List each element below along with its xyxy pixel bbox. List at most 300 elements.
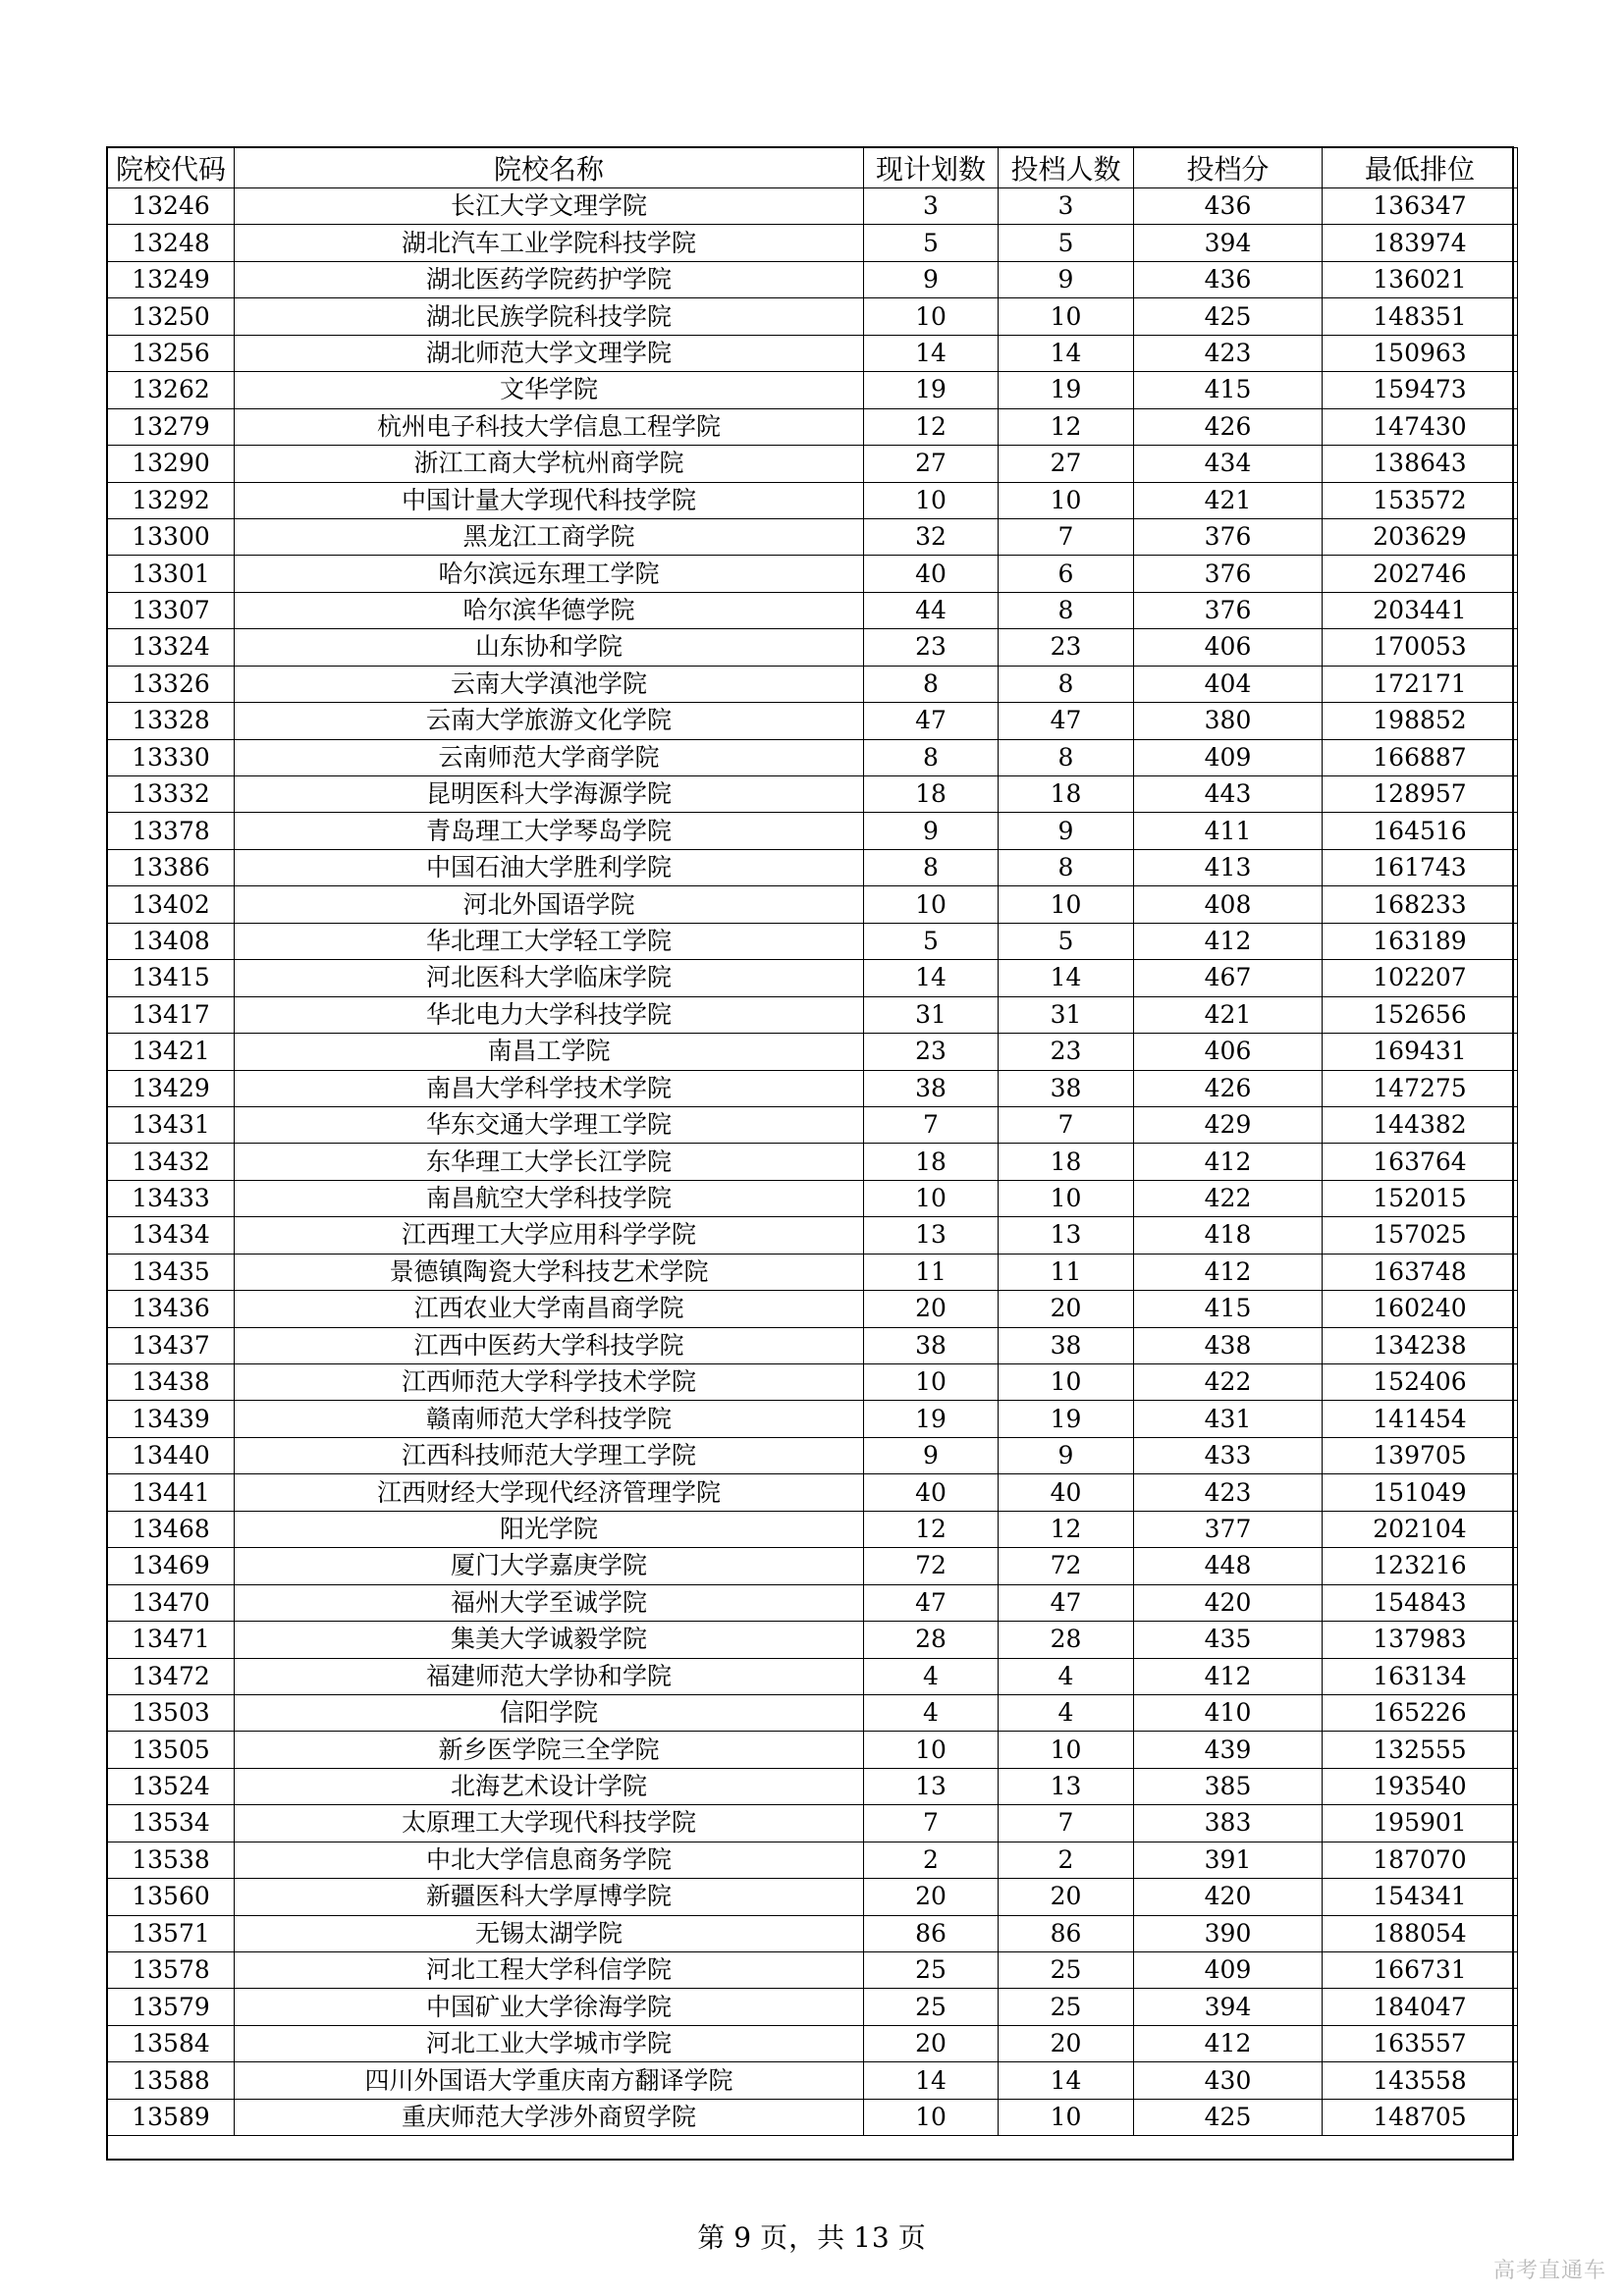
table-row xyxy=(108,556,1518,592)
header-plan: 现计划数 xyxy=(864,148,999,188)
cell-rank: 163134 xyxy=(1323,1658,1518,1694)
cell-rank: 159473 xyxy=(1323,372,1518,408)
cell-count: 7 xyxy=(999,518,1134,555)
cell-score: 415 xyxy=(1134,1291,1323,1327)
cell-code: 13249 xyxy=(108,261,235,297)
cell-name: 江西财经大学现代经济管理学院 xyxy=(235,1474,864,1511)
cell-name: 江西农业大学南昌商学院 xyxy=(235,1291,864,1327)
cell-code: 13324 xyxy=(108,629,235,666)
table-row xyxy=(108,1511,1518,1547)
cell-rank: 195901 xyxy=(1323,1805,1518,1842)
table-row xyxy=(108,446,1518,482)
cell-code: 13326 xyxy=(108,666,235,702)
cell-code: 13262 xyxy=(108,372,235,408)
cell-plan: 7 xyxy=(864,1805,999,1842)
cell-plan: 10 xyxy=(864,482,999,518)
cell-rank: 138643 xyxy=(1323,446,1518,482)
cell-rank: 187070 xyxy=(1323,1842,1518,1878)
cell-code: 13584 xyxy=(108,2025,235,2061)
cell-rank: 198852 xyxy=(1323,703,1518,739)
cell-plan: 4 xyxy=(864,1658,999,1694)
table-row xyxy=(108,225,1518,261)
cell-code: 13415 xyxy=(108,960,235,996)
table-row xyxy=(108,1658,1518,1694)
cell-name: 文华学院 xyxy=(235,372,864,408)
table-row xyxy=(108,2099,1518,2135)
cell-plan: 38 xyxy=(864,1070,999,1106)
cell-count: 23 xyxy=(999,629,1134,666)
cell-count: 5 xyxy=(999,923,1134,959)
cell-rank: 193540 xyxy=(1323,1768,1518,1804)
cell-name: 河北医科大学临床学院 xyxy=(235,960,864,996)
cell-name: 东华理工大学长江学院 xyxy=(235,1144,864,1180)
cell-score: 412 xyxy=(1134,1254,1323,1290)
cell-name: 哈尔滨远东理工学院 xyxy=(235,556,864,592)
cell-name: 青岛理工大学琴岛学院 xyxy=(235,813,864,849)
cell-count: 14 xyxy=(999,335,1134,371)
cell-count: 20 xyxy=(999,1879,1134,1915)
cell-score: 390 xyxy=(1134,1915,1323,1951)
cell-plan: 27 xyxy=(864,446,999,482)
cell-plan: 5 xyxy=(864,923,999,959)
table-row xyxy=(108,408,1518,445)
table-row xyxy=(108,1437,1518,1473)
cell-code: 13250 xyxy=(108,298,235,335)
cell-score: 418 xyxy=(1134,1217,1323,1254)
cell-plan: 7 xyxy=(864,1106,999,1143)
table-row xyxy=(108,1180,1518,1216)
footer-total-pages: 13 xyxy=(853,2221,891,2254)
table-row xyxy=(108,1805,1518,1842)
table-row xyxy=(108,2025,1518,2061)
cell-count: 10 xyxy=(999,1180,1134,1216)
cell-code: 13378 xyxy=(108,813,235,849)
table-row xyxy=(108,1548,1518,1584)
cell-code: 13471 xyxy=(108,1622,235,1658)
cell-count: 86 xyxy=(999,1915,1134,1951)
cell-code: 13330 xyxy=(108,739,235,775)
cell-score: 467 xyxy=(1134,960,1323,996)
cell-name: 黑龙江工商学院 xyxy=(235,518,864,555)
cell-count: 8 xyxy=(999,739,1134,775)
table-row xyxy=(108,960,1518,996)
cell-plan: 10 xyxy=(864,1180,999,1216)
cell-plan: 18 xyxy=(864,1144,999,1180)
cell-name: 昆明医科大学海源学院 xyxy=(235,776,864,813)
cell-count: 27 xyxy=(999,446,1134,482)
cell-count: 10 xyxy=(999,1732,1134,1768)
cell-score: 406 xyxy=(1134,629,1323,666)
cell-name: 华东交通大学理工学院 xyxy=(235,1106,864,1143)
cell-rank: 163748 xyxy=(1323,1254,1518,1290)
cell-plan: 13 xyxy=(864,1768,999,1804)
cell-name: 云南大学滇池学院 xyxy=(235,666,864,702)
cell-rank: 148705 xyxy=(1323,2099,1518,2135)
cell-code: 13470 xyxy=(108,1584,235,1621)
cell-score: 421 xyxy=(1134,482,1323,518)
cell-score: 420 xyxy=(1134,1879,1323,1915)
footer-suffix: 页 xyxy=(897,2221,927,2254)
cell-name: 河北外国语学院 xyxy=(235,886,864,923)
cell-count: 7 xyxy=(999,1106,1134,1143)
cell-count: 14 xyxy=(999,960,1134,996)
cell-plan: 3 xyxy=(864,188,999,225)
cell-plan: 9 xyxy=(864,261,999,297)
cell-count: 8 xyxy=(999,592,1134,628)
footer-prefix: 第 xyxy=(697,2221,727,2254)
header-name: 院校名称 xyxy=(235,148,864,188)
table-row xyxy=(108,261,1518,297)
cell-score: 433 xyxy=(1134,1437,1323,1473)
table-row xyxy=(108,1144,1518,1180)
cell-name: 华北理工大学轻工学院 xyxy=(235,923,864,959)
table-row xyxy=(108,1291,1518,1327)
cell-score: 409 xyxy=(1134,739,1323,775)
cell-name: 福建师范大学协和学院 xyxy=(235,1658,864,1694)
cell-rank: 102207 xyxy=(1323,960,1518,996)
cell-name: 重庆师范大学涉外商贸学院 xyxy=(235,2099,864,2135)
table-row xyxy=(108,372,1518,408)
cell-score: 377 xyxy=(1134,1511,1323,1547)
cell-plan: 40 xyxy=(864,1474,999,1511)
page-footer xyxy=(0,2216,1624,2256)
table-row xyxy=(108,188,1518,225)
cell-rank: 139705 xyxy=(1323,1437,1518,1473)
cell-score: 421 xyxy=(1134,996,1323,1033)
cell-code: 13256 xyxy=(108,335,235,371)
cell-name: 湖北医药学院药护学院 xyxy=(235,261,864,297)
cell-score: 411 xyxy=(1134,813,1323,849)
cell-code: 13307 xyxy=(108,592,235,628)
cell-name: 江西科技师范大学理工学院 xyxy=(235,1437,864,1473)
cell-score: 430 xyxy=(1134,2062,1323,2099)
table-row xyxy=(108,996,1518,1033)
cell-score: 406 xyxy=(1134,1034,1323,1070)
cell-name: 南昌航空大学科技学院 xyxy=(235,1180,864,1216)
cell-rank: 128957 xyxy=(1323,776,1518,813)
admission-table xyxy=(107,147,1518,2136)
cell-score: 376 xyxy=(1134,556,1323,592)
cell-score: 425 xyxy=(1134,2099,1323,2135)
cell-code: 13579 xyxy=(108,1989,235,2025)
cell-name: 太原理工大学现代科技学院 xyxy=(235,1805,864,1842)
cell-rank: 136347 xyxy=(1323,188,1518,225)
cell-count: 11 xyxy=(999,1254,1134,1290)
footer-page-number: 9 xyxy=(733,2221,753,2254)
table-row xyxy=(108,1327,1518,1363)
table-row xyxy=(108,923,1518,959)
cell-code: 13246 xyxy=(108,188,235,225)
cell-code: 13534 xyxy=(108,1805,235,1842)
cell-score: 423 xyxy=(1134,1474,1323,1511)
cell-plan: 10 xyxy=(864,1732,999,1768)
cell-count: 12 xyxy=(999,408,1134,445)
cell-rank: 152406 xyxy=(1323,1364,1518,1401)
cell-name: 南昌大学科学技术学院 xyxy=(235,1070,864,1106)
cell-name: 中北大学信息商务学院 xyxy=(235,1842,864,1878)
cell-rank: 203441 xyxy=(1323,592,1518,628)
cell-rank: 154341 xyxy=(1323,1879,1518,1915)
cell-plan: 2 xyxy=(864,1842,999,1878)
cell-name: 湖北民族学院科技学院 xyxy=(235,298,864,335)
cell-code: 13421 xyxy=(108,1034,235,1070)
table-row xyxy=(108,1989,1518,2025)
cell-rank: 152656 xyxy=(1323,996,1518,1033)
cell-score: 435 xyxy=(1134,1622,1323,1658)
cell-code: 13472 xyxy=(108,1658,235,1694)
cell-count: 47 xyxy=(999,703,1134,739)
cell-score: 438 xyxy=(1134,1327,1323,1363)
cell-plan: 31 xyxy=(864,996,999,1033)
cell-count: 12 xyxy=(999,1511,1134,1547)
cell-count: 4 xyxy=(999,1694,1134,1731)
cell-rank: 161743 xyxy=(1323,849,1518,885)
cell-plan: 38 xyxy=(864,1327,999,1363)
cell-name: 北海艺术设计学院 xyxy=(235,1768,864,1804)
cell-code: 13435 xyxy=(108,1254,235,1290)
cell-plan: 11 xyxy=(864,1254,999,1290)
cell-code: 13332 xyxy=(108,776,235,813)
table-row xyxy=(108,886,1518,923)
cell-rank: 172171 xyxy=(1323,666,1518,702)
cell-plan: 14 xyxy=(864,335,999,371)
cell-code: 13290 xyxy=(108,446,235,482)
cell-score: 434 xyxy=(1134,446,1323,482)
cell-plan: 47 xyxy=(864,703,999,739)
cell-rank: 163189 xyxy=(1323,923,1518,959)
cell-plan: 40 xyxy=(864,556,999,592)
cell-code: 13328 xyxy=(108,703,235,739)
table-row xyxy=(108,1622,1518,1658)
header-score: 投档分 xyxy=(1134,148,1323,188)
cell-name: 杭州电子科技大学信息工程学院 xyxy=(235,408,864,445)
cell-name: 中国石油大学胜利学院 xyxy=(235,849,864,885)
cell-code: 13436 xyxy=(108,1291,235,1327)
cell-name: 阳光学院 xyxy=(235,1511,864,1547)
table-row xyxy=(108,739,1518,775)
cell-rank: 152015 xyxy=(1323,1180,1518,1216)
cell-name: 云南大学旅游文化学院 xyxy=(235,703,864,739)
cell-rank: 153572 xyxy=(1323,482,1518,518)
cell-rank: 143558 xyxy=(1323,2062,1518,2099)
table-row xyxy=(108,1879,1518,1915)
cell-code: 13524 xyxy=(108,1768,235,1804)
cell-score: 422 xyxy=(1134,1180,1323,1216)
cell-score: 439 xyxy=(1134,1732,1323,1768)
cell-code: 13402 xyxy=(108,886,235,923)
cell-name: 湖北汽车工业学院科技学院 xyxy=(235,225,864,261)
cell-score: 410 xyxy=(1134,1694,1323,1731)
cell-score: 391 xyxy=(1134,1842,1323,1878)
cell-name: 华北电力大学科技学院 xyxy=(235,996,864,1033)
cell-name: 南昌工学院 xyxy=(235,1034,864,1070)
cell-name: 长江大学文理学院 xyxy=(235,188,864,225)
cell-name: 景德镇陶瓷大学科技艺术学院 xyxy=(235,1254,864,1290)
cell-rank: 154843 xyxy=(1323,1584,1518,1621)
table-row xyxy=(108,1842,1518,1878)
cell-name: 福州大学至诚学院 xyxy=(235,1584,864,1621)
cell-plan: 4 xyxy=(864,1694,999,1731)
cell-rank: 183974 xyxy=(1323,225,1518,261)
cell-code: 13431 xyxy=(108,1106,235,1143)
cell-rank: 184047 xyxy=(1323,1989,1518,2025)
cell-code: 13432 xyxy=(108,1144,235,1180)
cell-code: 13571 xyxy=(108,1915,235,1951)
cell-code: 13589 xyxy=(108,2099,235,2135)
cell-rank: 163557 xyxy=(1323,2025,1518,2061)
cell-score: 412 xyxy=(1134,923,1323,959)
cell-score: 408 xyxy=(1134,886,1323,923)
cell-score: 376 xyxy=(1134,592,1323,628)
cell-count: 7 xyxy=(999,1805,1134,1842)
cell-code: 13386 xyxy=(108,849,235,885)
cell-code: 13408 xyxy=(108,923,235,959)
cell-count: 6 xyxy=(999,556,1134,592)
cell-rank: 137983 xyxy=(1323,1622,1518,1658)
cell-name: 新乡医学院三全学院 xyxy=(235,1732,864,1768)
cell-plan: 20 xyxy=(864,1879,999,1915)
cell-count: 10 xyxy=(999,298,1134,335)
header-rank: 最低排位 xyxy=(1323,148,1518,188)
cell-rank: 202104 xyxy=(1323,1511,1518,1547)
cell-rank: 202746 xyxy=(1323,556,1518,592)
table-row xyxy=(108,335,1518,371)
cell-score: 412 xyxy=(1134,2025,1323,2061)
cell-code: 13439 xyxy=(108,1401,235,1437)
cell-count: 19 xyxy=(999,1401,1134,1437)
cell-count: 20 xyxy=(999,1291,1134,1327)
cell-count: 9 xyxy=(999,1437,1134,1473)
cell-plan: 20 xyxy=(864,1291,999,1327)
cell-score: 412 xyxy=(1134,1144,1323,1180)
cell-plan: 10 xyxy=(864,298,999,335)
cell-name: 山东协和学院 xyxy=(235,629,864,666)
cell-count: 18 xyxy=(999,776,1134,813)
cell-plan: 20 xyxy=(864,2025,999,2061)
cell-count: 72 xyxy=(999,1548,1134,1584)
cell-count: 2 xyxy=(999,1842,1134,1878)
cell-plan: 5 xyxy=(864,225,999,261)
cell-count: 18 xyxy=(999,1144,1134,1180)
cell-rank: 123216 xyxy=(1323,1548,1518,1584)
footer-middle: 页，共 xyxy=(760,2221,846,2254)
cell-name: 江西中医药大学科技学院 xyxy=(235,1327,864,1363)
cell-plan: 86 xyxy=(864,1915,999,1951)
cell-code: 13505 xyxy=(108,1732,235,1768)
cell-plan: 9 xyxy=(864,1437,999,1473)
cell-count: 10 xyxy=(999,886,1134,923)
cell-code: 13440 xyxy=(108,1437,235,1473)
cell-name: 新疆医科大学厚博学院 xyxy=(235,1879,864,1915)
table-row xyxy=(108,518,1518,555)
cell-count: 10 xyxy=(999,482,1134,518)
cell-plan: 19 xyxy=(864,372,999,408)
cell-rank: 132555 xyxy=(1323,1732,1518,1768)
cell-rank: 144382 xyxy=(1323,1106,1518,1143)
cell-rank: 168233 xyxy=(1323,886,1518,923)
cell-code: 13300 xyxy=(108,518,235,555)
cell-rank: 147430 xyxy=(1323,408,1518,445)
table-row xyxy=(108,849,1518,885)
cell-code: 13301 xyxy=(108,556,235,592)
table-row xyxy=(108,1584,1518,1621)
cell-plan: 9 xyxy=(864,813,999,849)
cell-count: 25 xyxy=(999,1952,1134,1989)
table-row xyxy=(108,298,1518,335)
cell-count: 40 xyxy=(999,1474,1134,1511)
cell-score: 413 xyxy=(1134,849,1323,885)
table-row xyxy=(108,482,1518,518)
cell-code: 13433 xyxy=(108,1180,235,1216)
cell-plan: 47 xyxy=(864,1584,999,1621)
cell-count: 31 xyxy=(999,996,1134,1033)
cell-count: 47 xyxy=(999,1584,1134,1621)
table-row xyxy=(108,1401,1518,1437)
cell-plan: 19 xyxy=(864,1401,999,1437)
table-row xyxy=(108,1952,1518,1989)
cell-count: 13 xyxy=(999,1217,1134,1254)
cell-name: 中国矿业大学徐海学院 xyxy=(235,1989,864,2025)
cell-code: 13538 xyxy=(108,1842,235,1878)
cell-name: 无锡太湖学院 xyxy=(235,1915,864,1951)
cell-count: 23 xyxy=(999,1034,1134,1070)
cell-score: 436 xyxy=(1134,261,1323,297)
header-code: 院校代码 xyxy=(108,148,235,188)
table-row xyxy=(108,703,1518,739)
cell-rank: 150963 xyxy=(1323,335,1518,371)
cell-name: 赣南师范大学科技学院 xyxy=(235,1401,864,1437)
cell-rank: 165226 xyxy=(1323,1694,1518,1731)
cell-name: 湖北师范大学文理学院 xyxy=(235,335,864,371)
cell-rank: 160240 xyxy=(1323,1291,1518,1327)
cell-name: 河北工程大学科信学院 xyxy=(235,1952,864,1989)
table-row xyxy=(108,1732,1518,1768)
cell-score: 422 xyxy=(1134,1364,1323,1401)
table-row xyxy=(108,1768,1518,1804)
cell-code: 13560 xyxy=(108,1879,235,1915)
watermark: 高考直通车 xyxy=(1492,2259,1606,2283)
cell-rank: 147275 xyxy=(1323,1070,1518,1106)
table-row xyxy=(108,1217,1518,1254)
table-row xyxy=(108,1070,1518,1106)
cell-code: 13292 xyxy=(108,482,235,518)
cell-count: 5 xyxy=(999,225,1134,261)
cell-count: 9 xyxy=(999,813,1134,849)
cell-score: 426 xyxy=(1134,1070,1323,1106)
cell-code: 13437 xyxy=(108,1327,235,1363)
table-row xyxy=(108,1106,1518,1143)
cell-count: 8 xyxy=(999,849,1134,885)
table-row xyxy=(108,1364,1518,1401)
cell-code: 13248 xyxy=(108,225,235,261)
cell-code: 13503 xyxy=(108,1694,235,1731)
cell-count: 38 xyxy=(999,1327,1134,1363)
cell-rank: 170053 xyxy=(1323,629,1518,666)
table-row xyxy=(108,1474,1518,1511)
cell-rank: 188054 xyxy=(1323,1915,1518,1951)
table-row xyxy=(108,1694,1518,1731)
cell-rank: 203629 xyxy=(1323,518,1518,555)
cell-plan: 14 xyxy=(864,2062,999,2099)
table-body xyxy=(108,188,1518,2136)
cell-plan: 12 xyxy=(864,408,999,445)
cell-plan: 28 xyxy=(864,1622,999,1658)
cell-rank: 136021 xyxy=(1323,261,1518,297)
cell-count: 38 xyxy=(999,1070,1134,1106)
cell-plan: 14 xyxy=(864,960,999,996)
cell-count: 28 xyxy=(999,1622,1134,1658)
cell-score: 409 xyxy=(1134,1952,1323,1989)
